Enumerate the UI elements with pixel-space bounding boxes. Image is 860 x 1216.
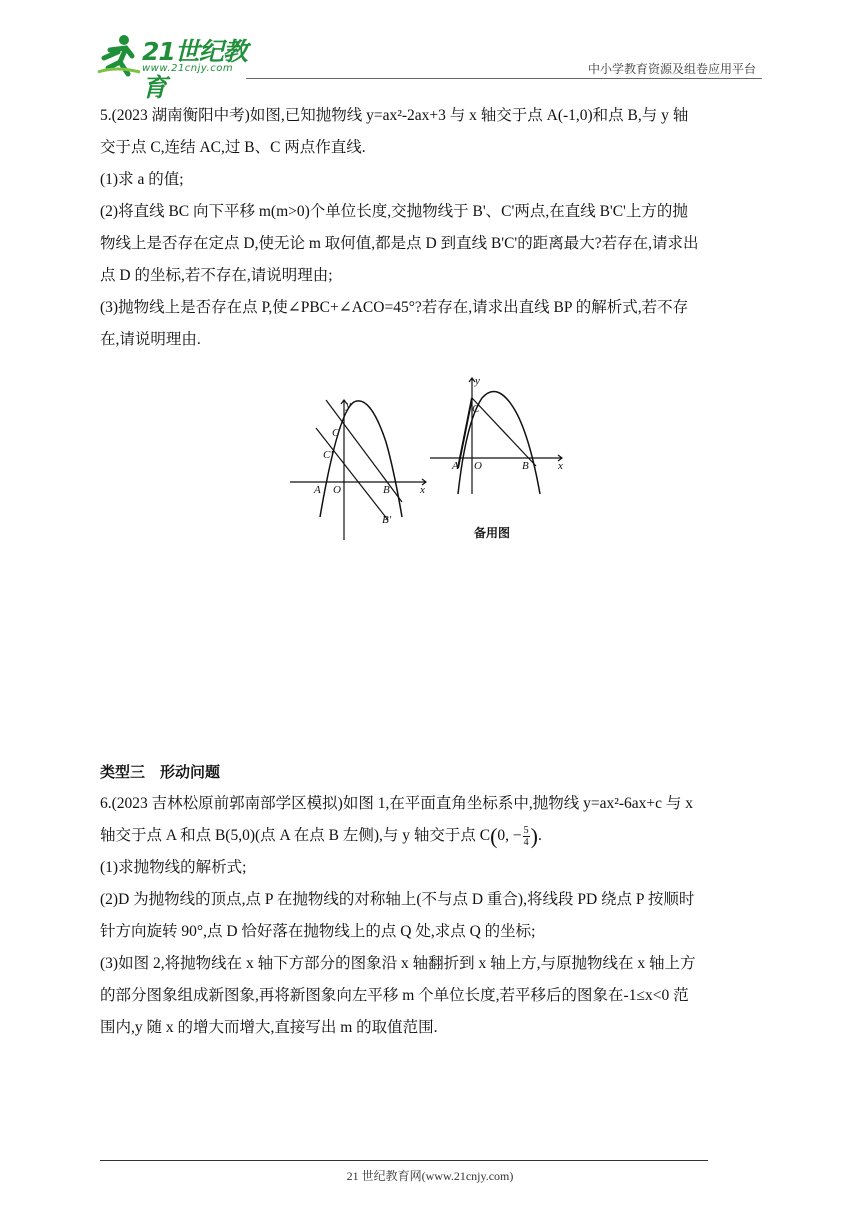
header-divider xyxy=(246,78,762,79)
figure-1 xyxy=(290,400,426,540)
fig1-label-a: A xyxy=(314,484,321,496)
fig1-label-x: x xyxy=(420,484,425,496)
fig1-label-cprime: C' xyxy=(323,449,333,461)
fraction xyxy=(523,825,530,848)
q6-line: 围内,y 随 x 的增大而增大,直接写出 m 的取值范围. xyxy=(100,1019,438,1037)
section-title: 类型三 形动问题 xyxy=(100,763,221,781)
q5-line: 5.(2023 湖南衡阳中考)如图,已知抛物线 y=ax²-2ax+3 与 x 轴交于点 A(-1,0)和点 B,与 y 轴 xyxy=(100,107,689,124)
q5-line: 在,请说明理由. xyxy=(100,331,201,348)
q5-line: 点 D 的坐标,若不存在,请说明理由; xyxy=(100,267,333,284)
q6-line: 6.(2023 吉林松原前郭南部学区模拟)如图 1,在平面直角坐标系中,抛物线 y=ax²-6ax+c 与 x xyxy=(100,795,694,812)
parabola-figures xyxy=(286,372,586,547)
q6-line2-text: 轴交于点 A 和点 B(5,0)(点 A 在点 B 左侧),与 y 轴交于点 C xyxy=(100,827,491,844)
fig2-label-y: y xyxy=(475,375,480,387)
q6-line: (3)如图 2,将抛物线在 x 轴下方部分的图象沿 x 轴翻折到 x 轴上方,与原抛物线在 x 轴上方 xyxy=(100,955,696,973)
q6-line: (2)D 为抛物线的顶点,点 P 在抛物线的对称轴上(不与点 D 重合),将线段 PD 绕点 P 按顺时 xyxy=(100,891,695,909)
q5-line: (3)抛物线上是否存在点 P,使∠PBC+∠ACO=45°?若存在,请求出直线 BP 的解析式,若不存 xyxy=(100,299,689,316)
fig1-label-y: y xyxy=(346,399,351,411)
figure-2 xyxy=(430,378,562,494)
fig1-label-c: C xyxy=(332,427,340,439)
fig2-label-c: C xyxy=(472,403,480,415)
fig2-label-x: x xyxy=(558,460,563,472)
q5-line: 物线上是否存在定点 D,使无论 m 取何值,都是点 D 到直线 B'C'的距离最大?若存在,请求出 xyxy=(100,235,699,252)
fig2-label-a: A xyxy=(452,460,459,472)
fig2-line-bc xyxy=(472,398,536,466)
q6-line2-end: . xyxy=(538,827,542,844)
q6-line: 的部分图象组成新图象,再将新图象向左平移 m 个单位长度,若平移后的图象在-1≤x<0 范 xyxy=(100,987,689,1005)
logo-text: 21世纪教育 xyxy=(142,37,247,102)
q5-line: (2)将直线 BC 向下平移 m(m>0)个单位长度,交抛物线于 B'、C'两点,在直线 B'C'上方的抛 xyxy=(100,203,688,220)
q6-line: 针方向旋转 90°,点 D 恰好落在抛物线上的点 Q 处,求点 Q 的坐标; xyxy=(100,923,536,941)
fig1-label-bprime: B' xyxy=(382,514,392,526)
fig1-line-bpcp xyxy=(316,428,388,520)
runner-icon xyxy=(96,32,142,78)
page-footer[interactable]: 21 世纪教育网(www.21cnjy.com) xyxy=(346,1169,514,1183)
q5-line: (1)求 a 的值; xyxy=(100,171,184,188)
fig2-label-o: O xyxy=(474,460,482,472)
q6-line-with-point: 轴交于点 A 和点 B(5,0)(点 A 在点 B 左侧),与 y 轴交于点 C(0, − $\frac{5}{4}$ ). xyxy=(100,823,542,849)
q6-line: (1)求抛物线的解析式; xyxy=(100,859,247,877)
point-c-x: 0, − xyxy=(497,827,522,844)
fig2-label-b: B xyxy=(522,460,529,472)
platform-tagline: 中小学教育资源及组卷应用平台 xyxy=(587,62,756,76)
site-logo[interactable] xyxy=(96,30,266,102)
question-5 xyxy=(100,100,765,356)
fraction-numerator: 5 xyxy=(523,824,529,836)
question-6 xyxy=(100,756,765,1044)
fig1-label-b: B xyxy=(383,484,390,496)
logo-url: www.21cnjy.com xyxy=(142,63,234,74)
fig1-label-o: O xyxy=(333,484,341,496)
page-header xyxy=(96,30,762,102)
footer-divider xyxy=(100,1160,708,1161)
q5-line: 交于点 C,连结 AC,过 B、C 两点作直线. xyxy=(100,139,366,156)
fraction-denominator: 4 xyxy=(523,836,529,848)
figure-caption: 备用图 xyxy=(474,526,511,540)
